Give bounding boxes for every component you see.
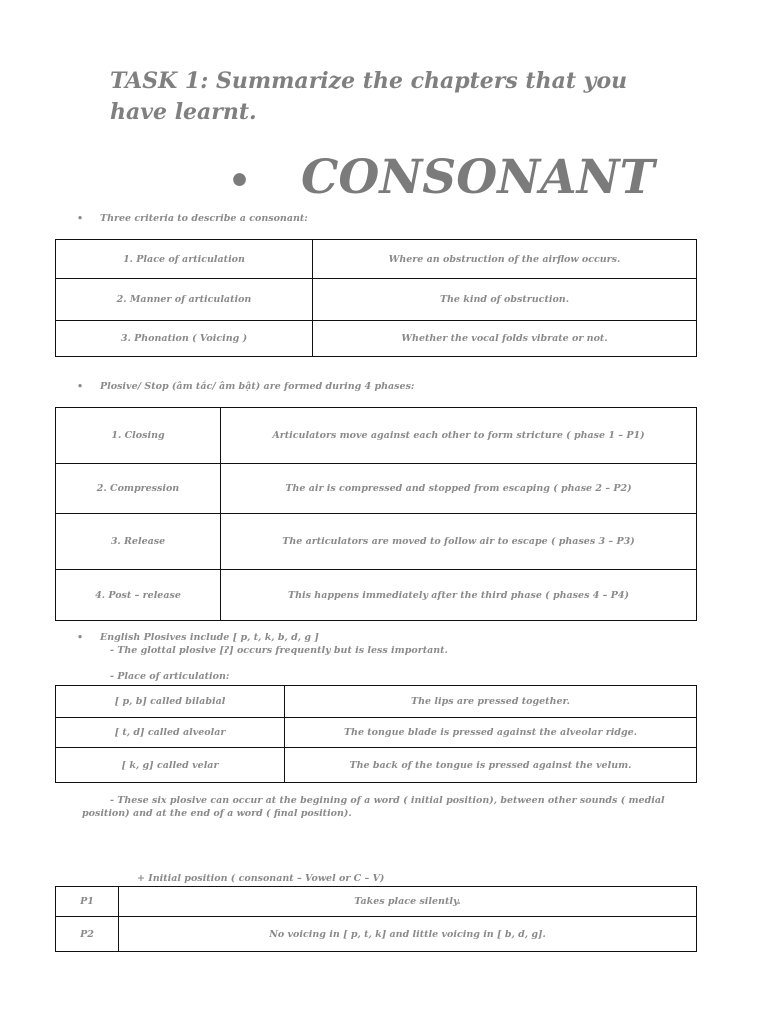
phases-intro [77, 381, 415, 392]
criteria-term: 3. Phonation ( Voicing ) [56, 321, 313, 357]
table-row [56, 279, 697, 321]
phase-term: 4. Post – release [56, 570, 221, 621]
initial-phase: P1 [56, 887, 119, 917]
initial-desc: Takes place silently. [119, 887, 697, 917]
bullet-icon: • [77, 632, 84, 643]
place-desc: The back of the tongue is pressed against the velum. [285, 748, 697, 783]
table-row [56, 748, 697, 783]
place-desc: The tongue blade is pressed against the alveolar ridge. [285, 718, 697, 748]
heading-bullet: • [228, 160, 252, 202]
table-row [56, 464, 697, 514]
place-desc: The lips are pressed together. [285, 686, 697, 718]
glottal-note: - The glottal plosive [ʔ] occurs frequently but is less important. [110, 645, 448, 656]
phase-term: 2. Compression [56, 464, 221, 514]
section-heading [228, 150, 655, 205]
table-row [56, 570, 697, 621]
place-term: [ k, g] called velar [56, 748, 285, 783]
table-row [56, 686, 697, 718]
criteria-term: 2. Manner of articulation [56, 279, 313, 321]
phase-desc: The air is compressed and stopped from escaping ( phase 2 – P2) [221, 464, 697, 514]
table-row [56, 321, 697, 357]
place-table [55, 685, 697, 783]
table-row [56, 718, 697, 748]
criteria-intro [77, 213, 308, 224]
initial-position-table [55, 886, 697, 952]
phase-desc: Articulators move against each other to form stricture ( phase 1 – P1) [221, 408, 697, 464]
initial-position-label: + Initial position ( consonant – Vowel or C – V) [137, 873, 385, 884]
table-row [56, 240, 697, 279]
criteria-intro-text: Three criteria to describe a consonant: [100, 213, 308, 224]
initial-phase: P2 [56, 917, 119, 952]
task-title: TASK 1: Summarize the chapters that you have learnt. [110, 68, 628, 125]
criteria-table [55, 239, 697, 357]
plosives-intro [77, 632, 319, 643]
place-label: - Place of articulation: [110, 671, 230, 682]
positions-paragraph: - These six plosive can occur at the begining of a word ( initial position), between other sounds ( medial position) and at the end of a word ( final position). [82, 795, 665, 819]
table-row [56, 917, 697, 952]
table-row [56, 408, 697, 464]
initial-desc: No voicing in [ p, t, k] and little voicing in [ b, d, g]. [119, 917, 697, 952]
plosives-intro-text: English Plosives include [ p, t, k, b, d, g ] [100, 632, 319, 643]
bullet-icon: • [77, 213, 84, 224]
table-row [56, 514, 697, 570]
heading-title: CONSONANT [301, 150, 655, 205]
criteria-desc: The kind of obstruction. [313, 279, 697, 321]
phase-desc: The articulators are moved to follow air to escape ( phases 3 – P3) [221, 514, 697, 570]
phase-desc: This happens immediately after the third phase ( phases 4 – P4) [221, 570, 697, 621]
table-row [56, 887, 697, 917]
criteria-desc: Whether the vocal folds vibrate or not. [313, 321, 697, 357]
phase-term: 3. Release [56, 514, 221, 570]
phases-intro-text: Plosive/ Stop (âm tắc/ âm bật) are formed during 4 phases: [100, 381, 415, 392]
bullet-icon: • [77, 381, 84, 392]
criteria-term: 1. Place of articulation [56, 240, 313, 279]
place-term: [ p, b] called bilabial [56, 686, 285, 718]
phases-table [55, 407, 697, 621]
place-term: [ t, d] called alveolar [56, 718, 285, 748]
criteria-desc: Where an obstruction of the airflow occurs. [313, 240, 697, 279]
phase-term: 1. Closing [56, 408, 221, 464]
